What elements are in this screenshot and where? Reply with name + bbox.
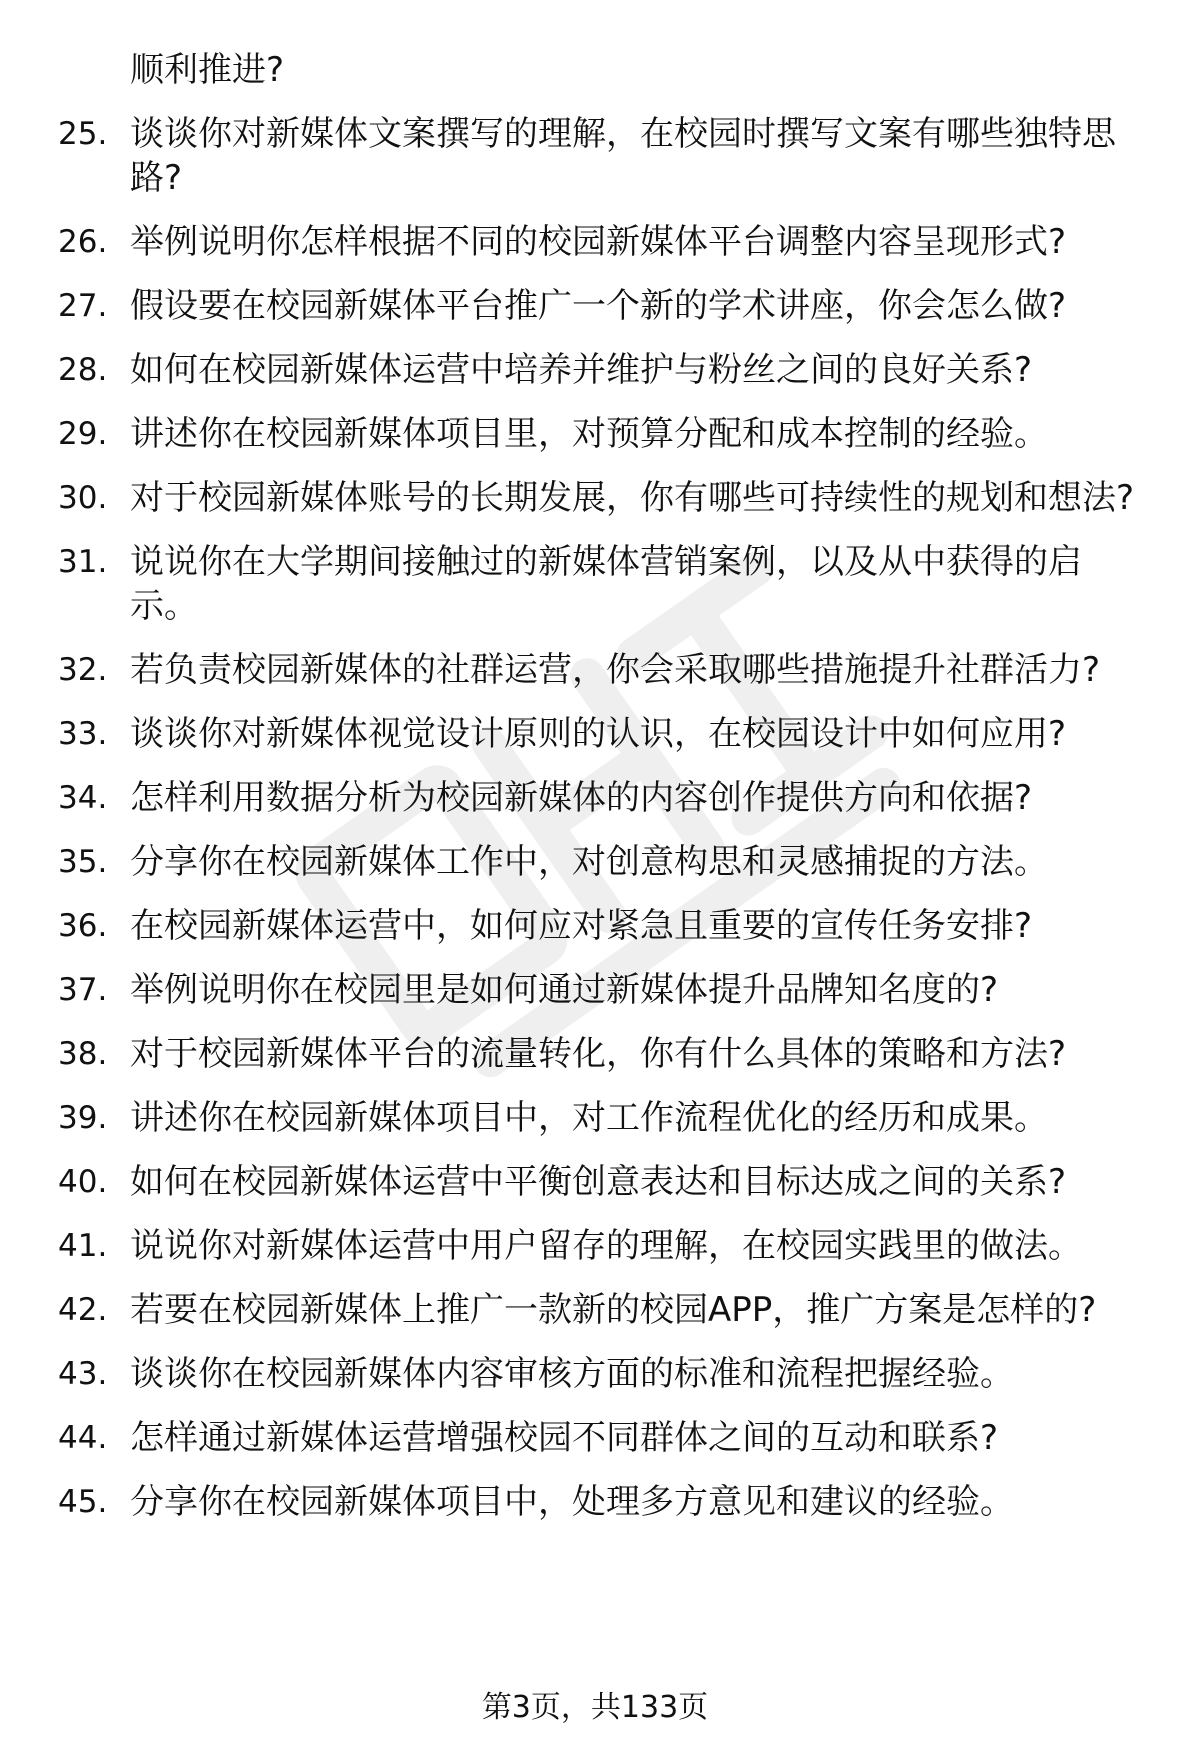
question-item	[58, 1032, 1148, 1076]
question-text: 若负责校园新媒体的社群运营，你会采取哪些措施提升社群活力?	[130, 650, 1101, 690]
question-text: 假设要在校园新媒体平台推广一个新的学术讲座，你会怎么做?	[130, 286, 1067, 326]
question-number: 31.	[58, 544, 108, 580]
question-number: 30.	[58, 480, 108, 516]
question-list	[58, 112, 1148, 1524]
question-item	[58, 348, 1148, 392]
question-number: 25.	[58, 116, 108, 152]
question-number: 40.	[58, 1164, 108, 1200]
question-number: 32.	[58, 652, 108, 688]
question-text: 举例说明你怎样根据不同的校园新媒体平台调整内容呈现形式?	[130, 222, 1067, 262]
question-number: 29.	[58, 416, 108, 452]
question-number: 27.	[58, 288, 108, 324]
question-item	[58, 1224, 1148, 1268]
question-number: 45.	[58, 1484, 108, 1520]
question-text: 分享你在校园新媒体工作中，对创意构思和灵感捕捉的方法。	[130, 842, 1048, 882]
question-number: 28.	[58, 352, 108, 388]
question-item	[58, 1096, 1148, 1140]
question-text: 讲述你在校园新媒体项目中，对工作流程优化的经历和成果。	[130, 1098, 1048, 1138]
question-text: 讲述你在校园新媒体项目里，对预算分配和成本控制的经验。	[130, 414, 1048, 454]
question-text: 若要在校园新媒体上推广一款新的校园APP，推广方案是怎样的?	[130, 1290, 1097, 1330]
question-number: 41.	[58, 1228, 108, 1264]
question-text: 怎样利用数据分析为校园新媒体的内容创作提供方向和依据?	[130, 778, 1033, 818]
continuation-text: 顺利推进?	[130, 50, 285, 90]
question-item	[58, 1480, 1148, 1524]
question-text: 谈谈你对新媒体视觉设计原则的认识，在校园设计中如何应用?	[130, 714, 1067, 754]
question-text: 说说你在大学期间接触过的新媒体营销案例，以及从中获得的启示。	[130, 542, 1082, 626]
question-text: 在校园新媒体运营中，如何应对紧急且重要的宣传任务安排?	[130, 906, 1033, 946]
question-number: 33.	[58, 716, 108, 752]
question-item	[58, 712, 1148, 756]
question-number: 44.	[58, 1420, 108, 1456]
page-footer	[0, 1688, 1190, 1728]
page-number-label: 第3页，共133页	[481, 1690, 709, 1725]
question-number: 39.	[58, 1100, 108, 1136]
question-item	[58, 220, 1148, 264]
question-item	[58, 1352, 1148, 1396]
question-content	[58, 48, 1148, 1544]
question-item	[58, 1160, 1148, 1204]
question-item	[58, 1288, 1148, 1332]
question-item	[58, 840, 1148, 884]
question-item	[58, 648, 1148, 692]
question-item	[58, 1416, 1148, 1460]
question-item	[58, 776, 1148, 820]
question-text: 谈谈你在校园新媒体内容审核方面的标准和流程把握经验。	[130, 1354, 1014, 1394]
question-text: 对于校园新媒体账号的长期发展，你有哪些可持续性的规划和想法?	[130, 478, 1135, 518]
question-item	[58, 284, 1148, 328]
question-item	[58, 112, 1148, 200]
question-number: 36.	[58, 908, 108, 944]
question-text: 举例说明你在校园里是如何通过新媒体提升品牌知名度的?	[130, 970, 999, 1010]
question-item	[58, 476, 1148, 520]
question-item	[58, 968, 1148, 1012]
question-item	[58, 904, 1148, 948]
question-number: 38.	[58, 1036, 108, 1072]
question-text: 如何在校园新媒体运营中平衡创意表达和目标达成之间的关系?	[130, 1162, 1067, 1202]
question-number: 43.	[58, 1356, 108, 1392]
question-number: 35.	[58, 844, 108, 880]
question-text: 分享你在校园新媒体项目中，处理多方意见和建议的经验。	[130, 1482, 1014, 1522]
question-text: 说说你对新媒体运营中用户留存的理解，在校园实践里的做法。	[130, 1226, 1082, 1266]
question-item	[58, 540, 1148, 628]
question-number: 42.	[58, 1292, 108, 1328]
question-number: 34.	[58, 780, 108, 816]
question-number: 26.	[58, 224, 108, 260]
question-text: 如何在校园新媒体运营中培养并维护与粉丝之间的良好关系?	[130, 350, 1033, 390]
question-text: 对于校园新媒体平台的流量转化，你有什么具体的策略和方法?	[130, 1034, 1067, 1074]
question-item	[58, 412, 1148, 456]
question-text: 怎样通过新媒体运营增强校园不同群体之间的互动和联系?	[130, 1418, 999, 1458]
question-text: 谈谈你对新媒体文案撰写的理解，在校园时撰写文案有哪些独特思路?	[130, 114, 1116, 198]
question-number: 37.	[58, 972, 108, 1008]
